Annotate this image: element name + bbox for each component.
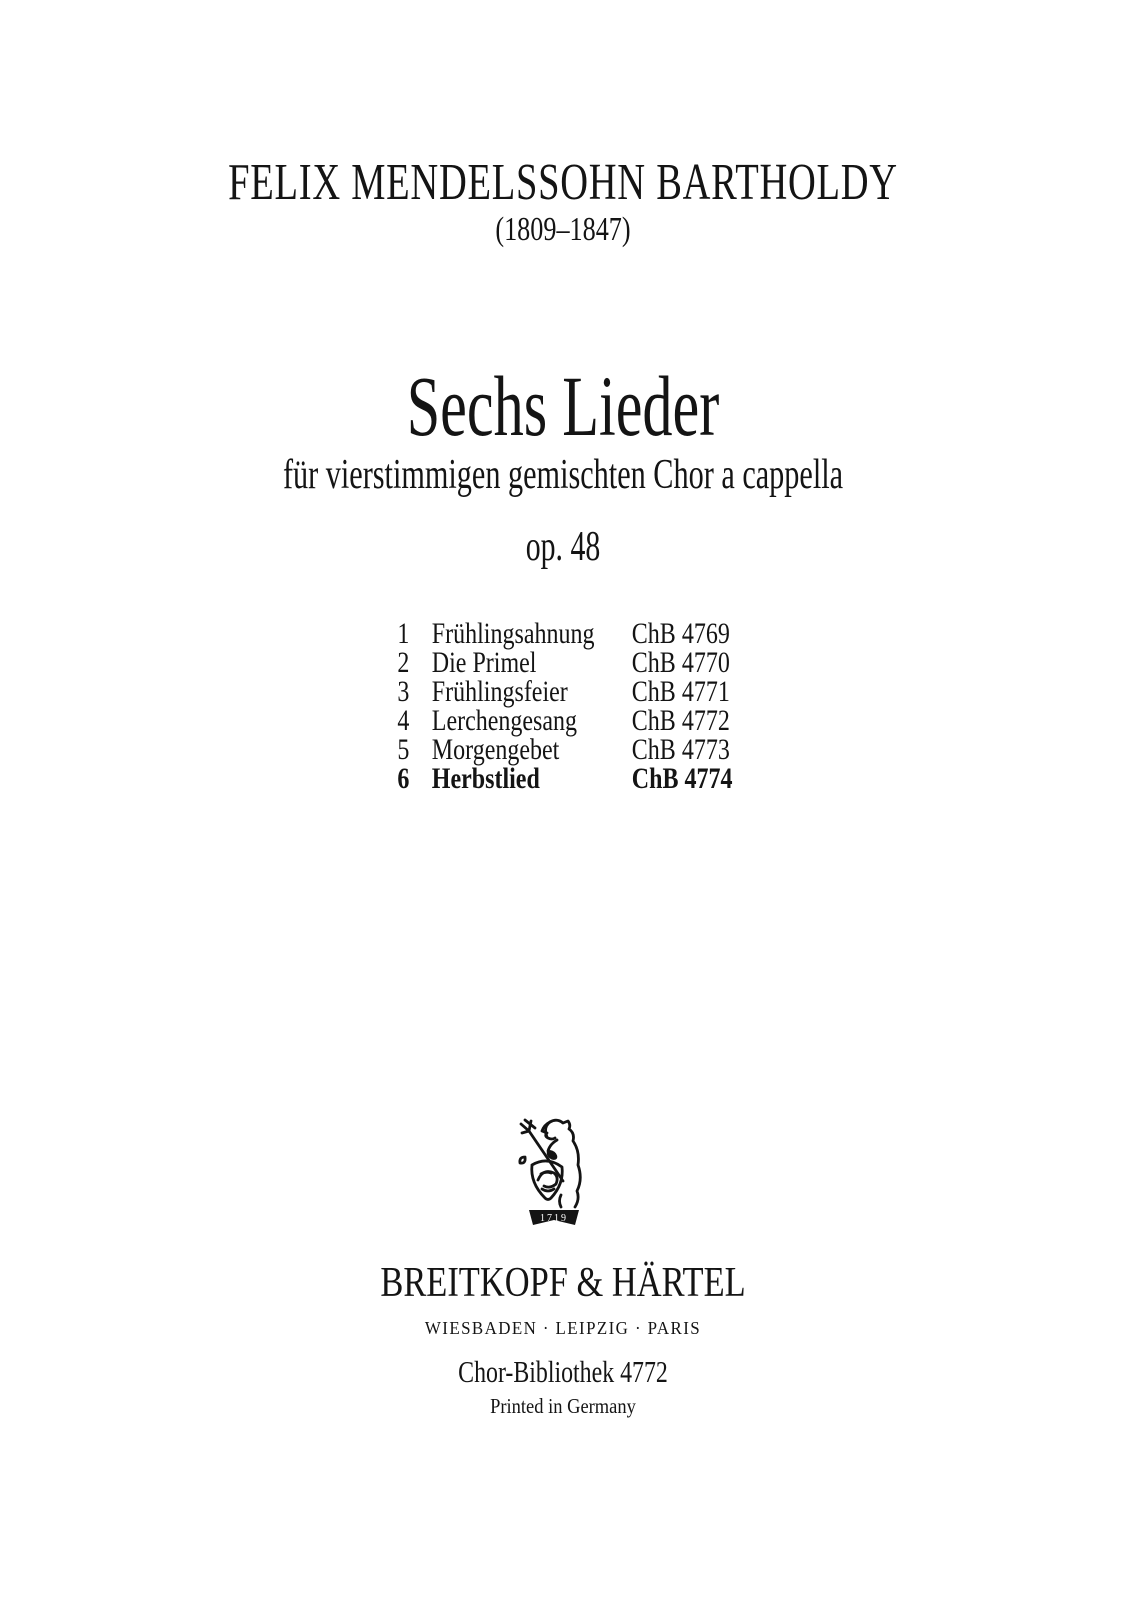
song-catalog: ChB 4769 xyxy=(631,617,730,650)
song-number: 3 xyxy=(397,675,410,708)
printed-in-germany: Printed in Germany xyxy=(490,1394,636,1418)
song-number: 5 xyxy=(397,733,410,766)
song-list xyxy=(393,619,732,793)
opus-number: op. 48 xyxy=(525,524,601,570)
composer-name: FELIX MENDELSSOHN BARTHOLDY xyxy=(228,154,898,211)
song-title: Die Primel xyxy=(431,646,537,679)
series-number: Chor-Bibliothek 4772 xyxy=(458,1354,668,1389)
song-catalog: ChB 4772 xyxy=(631,704,730,737)
song-number: 4 xyxy=(397,704,410,737)
song-number: 2 xyxy=(397,646,410,679)
publisher-name: BREITKOPF & HÄRTEL xyxy=(380,1260,746,1306)
work-subtitle: für vierstimmigen gemischten Chor a cappella xyxy=(282,452,844,498)
song-catalog: ChB 4770 xyxy=(631,646,730,679)
publisher-cities: WIESBADEN · LEIPZIG · PARIS xyxy=(424,1318,702,1338)
composer-dates: (1809–1847) xyxy=(495,211,631,248)
song-title: Lerchengesang xyxy=(431,704,578,737)
emblem-year: 1719 xyxy=(540,1213,568,1224)
song-row xyxy=(393,619,732,648)
work-title: Sechs Lieder xyxy=(406,358,720,454)
song-list-wrap xyxy=(0,619,1126,793)
bear-crest-icon xyxy=(517,1117,589,1227)
song-catalog: ChB 4771 xyxy=(631,675,730,708)
song-catalog: ChB 4773 xyxy=(631,733,730,766)
song-number: 6 xyxy=(397,762,410,795)
song-catalog: ChB 4774 xyxy=(631,762,733,795)
song-title: Frühlingsfeier xyxy=(431,675,568,708)
song-title: Herbstlied xyxy=(431,762,540,795)
song-title: Morgengebet xyxy=(431,733,560,766)
song-row xyxy=(393,735,732,764)
song-row xyxy=(393,648,732,677)
song-row xyxy=(393,677,732,706)
song-row xyxy=(393,764,732,793)
song-row xyxy=(393,706,732,735)
song-number: 1 xyxy=(397,617,410,650)
song-title: Frühlingsahnung xyxy=(431,617,595,650)
